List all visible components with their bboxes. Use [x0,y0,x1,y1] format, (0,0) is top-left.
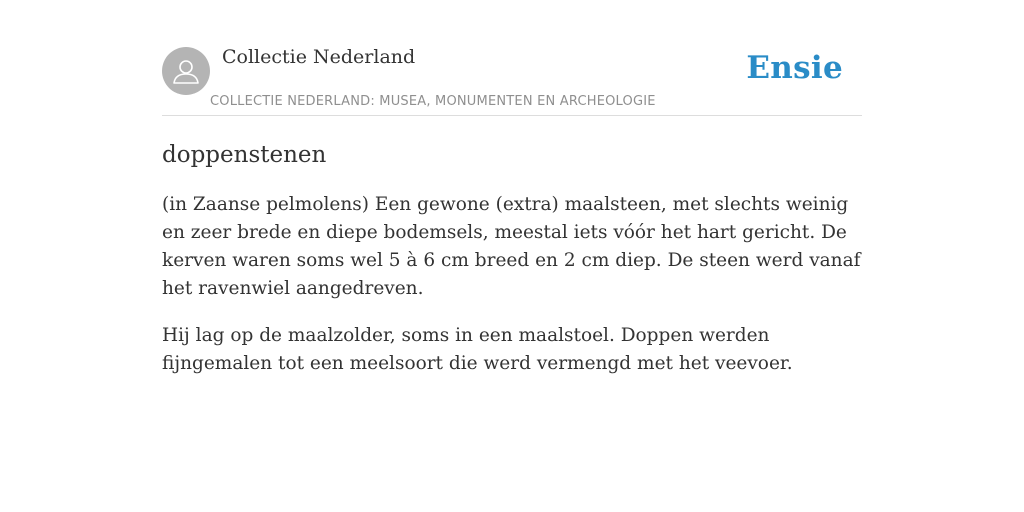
article-header [162,0,862,116]
user-avatar[interactable] [162,47,210,95]
entry-term: doppenstenen [162,142,327,168]
source-subtitle: COLLECTIE NEDERLAND: MUSEA, MONUMENTEN EN ARCHEOLOGIE [210,94,656,109]
page [162,0,862,378]
definition-paragraph: Hij lag op de maalzolder, soms in een maalstoel. Doppen werden fijngemalen tot een meelsoort die werd vermengd met het veevoer. [162,325,793,374]
definition-paragraph: (in Zaanse pelmolens) Een gewone (extra) maalsteen, met slechts weinig en zeer brede en diepe bodemsels, meestal iets vóór het hart gericht. De kerven waren soms wel 5 à 6 cm breed en 2 cm diep. De steen werd vanaf het ravenwiel aangedreven. [162,194,861,299]
author-name[interactable]: Collectie Nederland [222,46,416,68]
brand-logo[interactable]: Ensie [746,50,843,86]
user-icon [162,47,210,95]
